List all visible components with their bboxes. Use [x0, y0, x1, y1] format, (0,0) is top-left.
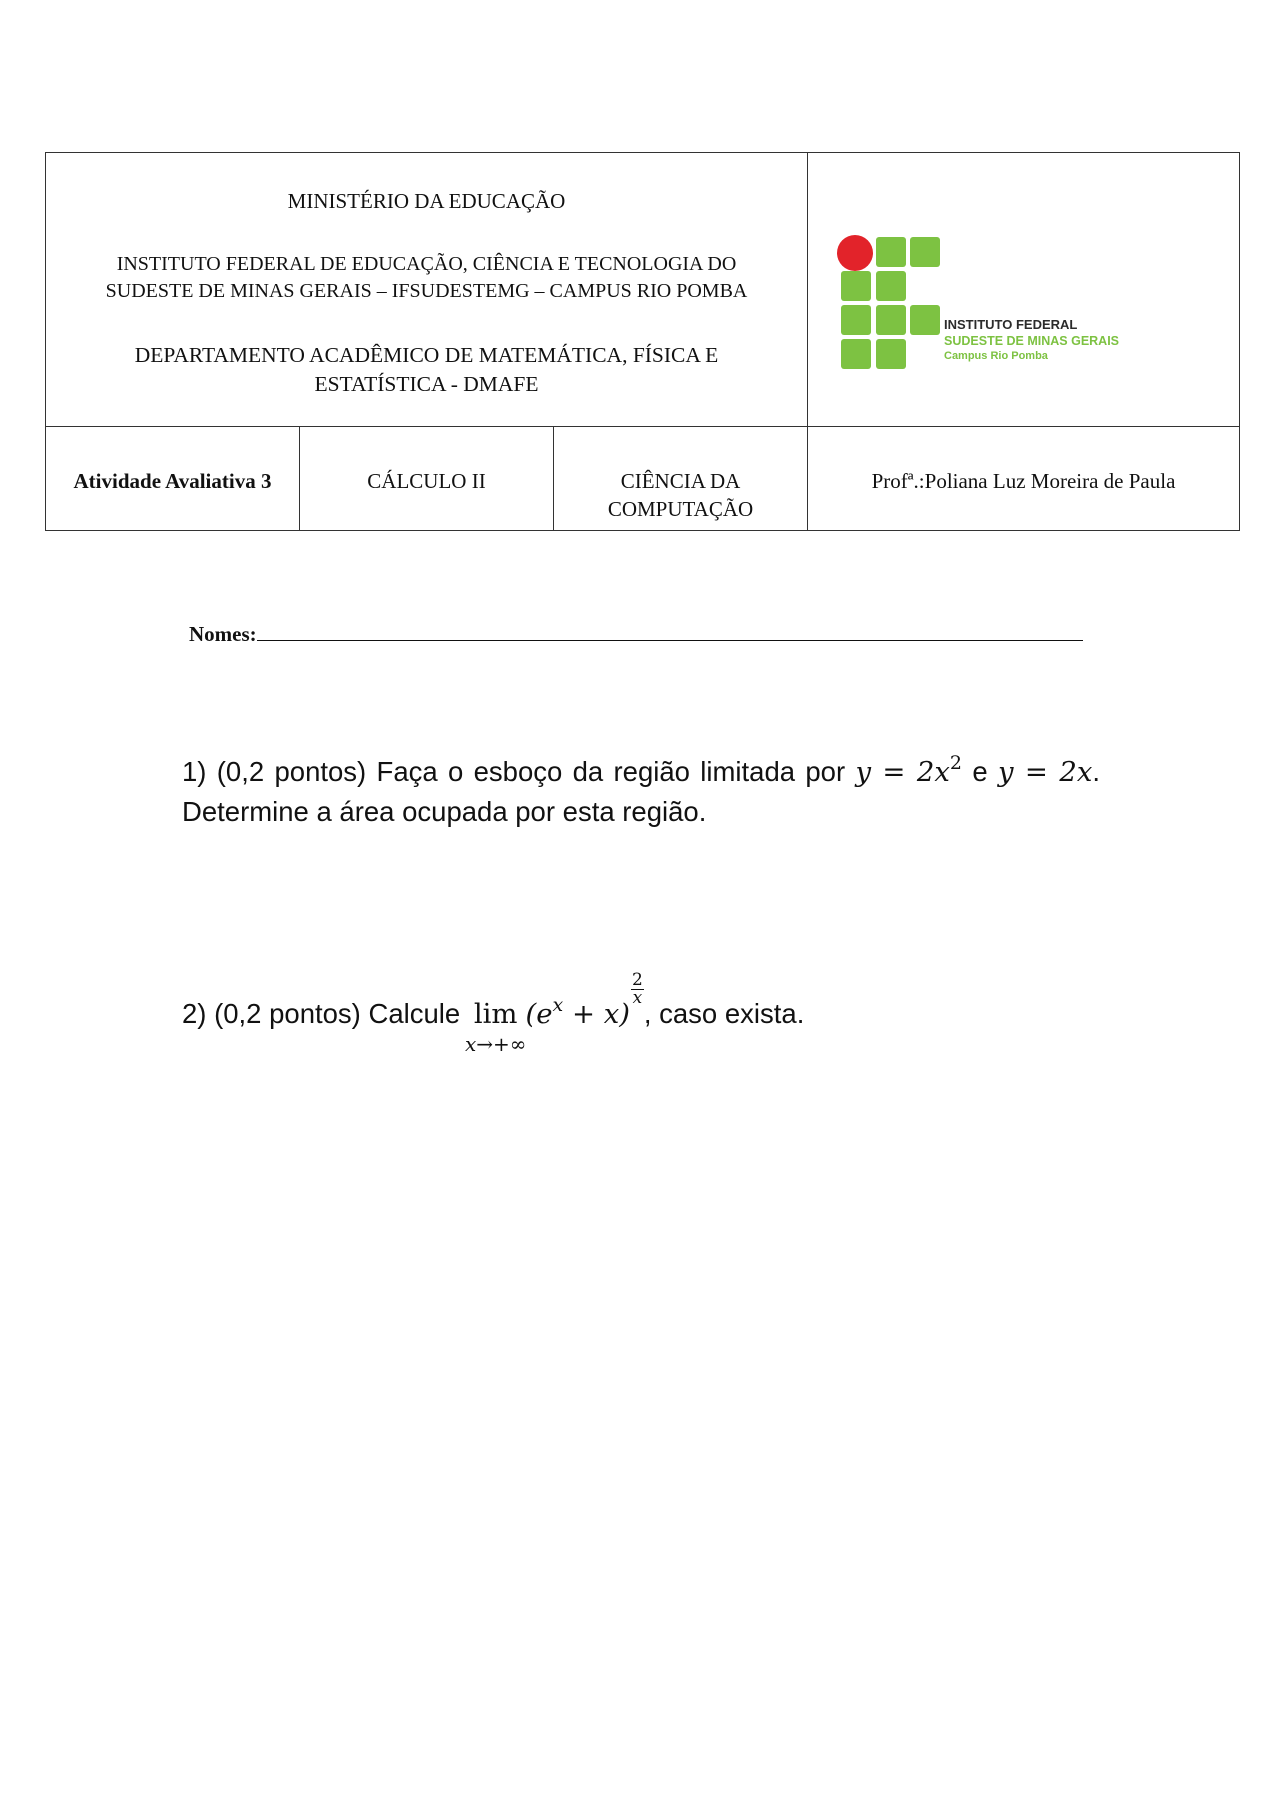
q1-connector: e: [972, 756, 988, 787]
q1-intro: 1) (0,2 pontos) Faça o esboço da região limitada por: [182, 756, 846, 787]
logo-square: [876, 305, 906, 335]
program-line-1: CIÊNCIA DA: [620, 469, 741, 493]
q2-exponent-fraction: [631, 972, 644, 1007]
question-2: [182, 970, 1100, 1056]
q2-expr-exponent: x: [552, 994, 564, 1016]
q2-lim-word: lim: [473, 998, 518, 1030]
names-field: [189, 620, 1083, 647]
logo-square: [841, 305, 871, 335]
logo-square: [910, 237, 940, 267]
question-1: [182, 752, 1100, 832]
logo-square: [841, 339, 871, 369]
activity-cell: [46, 427, 300, 531]
q2-intro: 2) (0,2 pontos) Calcule: [182, 998, 461, 1029]
q1-eq1-exponent: 2: [949, 752, 962, 774]
q1-eq1-rhs: = 2x: [882, 756, 950, 788]
institute-line-2: SUDESTE DE MINAS GERAIS – IFSUDESTEMG – CAMPUS RIO POMBA: [105, 280, 748, 302]
logo-text-line-3: Campus Rio Pomba: [944, 349, 1048, 362]
logo-text-line-2: SUDESTE DE MINAS GERAIS: [944, 333, 1120, 348]
institute-logo: [808, 155, 1238, 425]
logo-square: [910, 305, 940, 335]
institution-cell: [46, 153, 808, 427]
q2-expression: [525, 994, 631, 1030]
q1-rest: . Determine a área ocupada por esta região.: [182, 756, 1101, 827]
q2-lim-subscript: x→+∞: [464, 1032, 527, 1056]
department-line-2: ESTATÍSTICA - DMAFE: [314, 372, 539, 396]
q2-frac-denominator: x: [632, 988, 643, 1008]
q1-equation-1: [855, 752, 962, 788]
professor-cell: [808, 427, 1240, 531]
q2-limit: [464, 994, 527, 1056]
logo-cell: [808, 153, 1240, 427]
logo-text-line-1: INSTITUTO FEDERAL: [944, 316, 1078, 332]
program-line-2: COMPUTAÇÃO: [607, 497, 754, 521]
logo-square: [876, 237, 906, 267]
names-label: Nomes:: [189, 622, 257, 646]
q2-expr-open: (e: [525, 998, 553, 1030]
q1-eq1-lhs: y: [855, 756, 871, 788]
department-line-1: DEPARTAMENTO ACADÊMICO DE MATEMÁTICA, FÍSICA E: [134, 343, 719, 367]
course-label: CÁLCULO II: [367, 469, 486, 493]
q2-expr-close: + x): [563, 998, 631, 1030]
logo-square: [876, 339, 906, 369]
logo-grid-icon: [837, 235, 940, 369]
logo-square: [841, 271, 871, 301]
q2-frac-numerator: 2: [632, 970, 643, 990]
activity-label: Atividade Avaliativa 3: [73, 469, 272, 493]
department-name: [46, 341, 807, 399]
q1-equation-2: y = 2x: [997, 756, 1093, 788]
q2-rest: , caso exista.: [643, 998, 805, 1029]
logo-red-dot: [837, 235, 873, 271]
header-table: [45, 152, 1240, 531]
names-blank-line[interactable]: [257, 620, 1083, 641]
ministry-title: MINISTÉRIO DA EDUCAÇÃO: [287, 189, 566, 213]
institute-line-1: INSTITUTO FEDERAL DE EDUCAÇÃO, CIÊNCIA E TECNOLOGIA DO: [116, 253, 737, 275]
institute-name: [46, 251, 807, 305]
logo-square: [876, 271, 906, 301]
program-cell: [554, 427, 808, 531]
professor-label: Profª.:Poliana Luz Moreira de Paula: [871, 469, 1176, 493]
course-cell: [300, 427, 554, 531]
